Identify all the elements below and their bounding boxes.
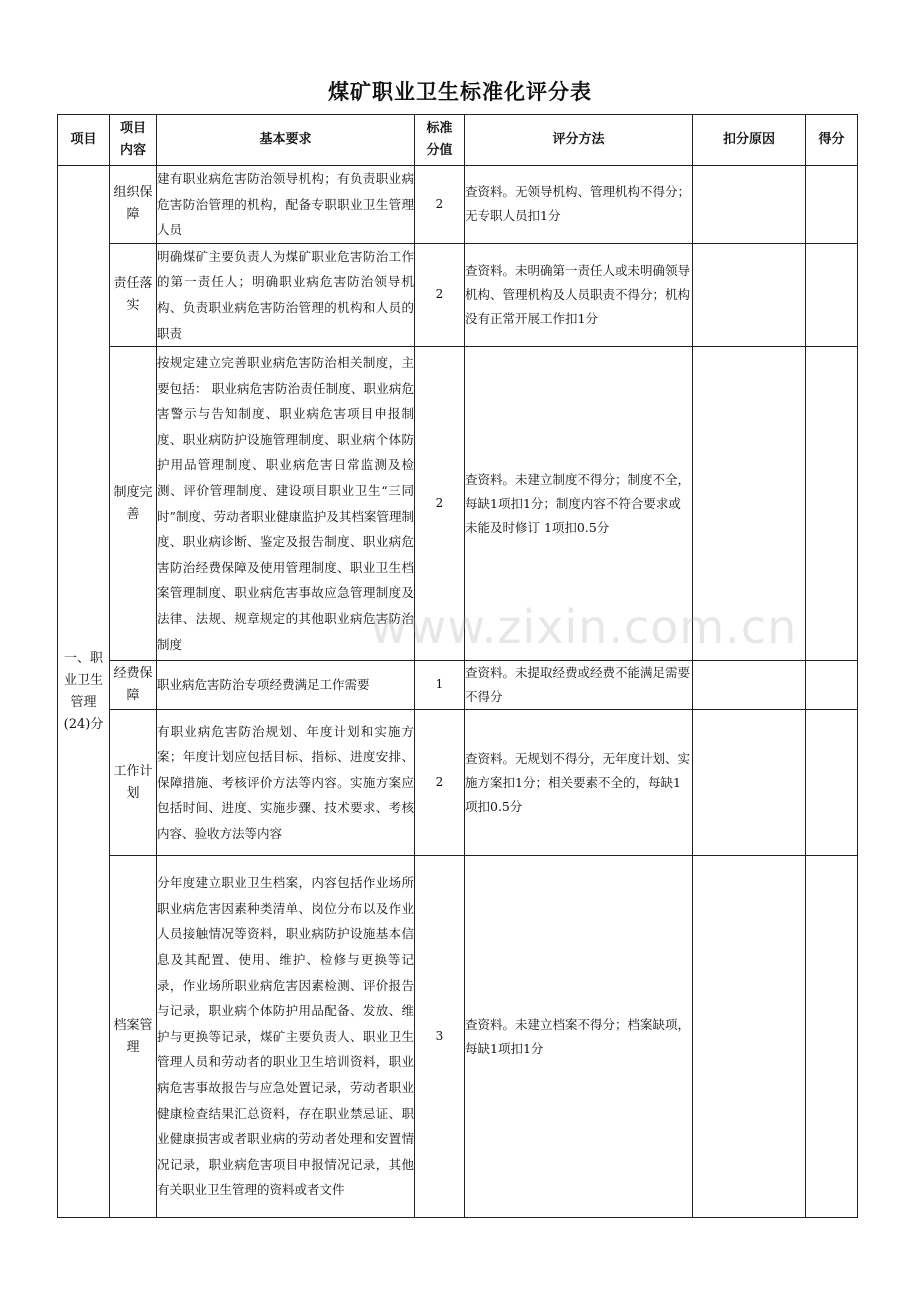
row-score-cell[interactable]	[806, 661, 858, 710]
row-content: 工作计划	[110, 710, 157, 856]
header-method: 评分方法	[465, 115, 693, 166]
row-requirement: 分年度建立职业卫生档案，内容包括作业场所职业病危害因素种类清单、岗位分布以及作业人员接触情况等资料，职业病防护设施基本信息及其配置、使用、维护、检修与更换等记录，作业场所职业病危害因素检测、评价报告与记录，职业病个体防护用品配备、发放、维护与更换等记录，煤矿主要负责人、职业卫生管理人员和劳动者的职业卫生培训资料，职业病危害事故报告与应急处置记录，劳动者职业健康检查结果汇总资料，存在职业禁忌证、职业健康损害或者职业病的劳动者处理和安置情况记录，职业病危害项目申报情况记录，其他有关职业卫生管理的资料或者文件	[157, 856, 415, 1218]
row-method: 查资料。未建立制度不得分；制度不全，每缺1项扣1分；制度内容不符合要求或未能及时修订 1项扣0.5分	[465, 347, 693, 661]
row-requirement: 建有职业病危害防治领导机构；有负责职业病危害防治管理的机构，配备专职职业卫生管理人员	[157, 166, 415, 244]
row-reason-cell[interactable]	[693, 856, 806, 1218]
row-content: 责任落实	[110, 243, 157, 346]
row-method: 查资料。未建立档案不得分；档案缺项，每缺1项扣1分	[465, 856, 693, 1218]
row-reason-cell[interactable]	[693, 166, 806, 244]
row-method: 查资料。无规划不得分，无年度计划、实施方案扣1分；相关要素不全的，每缺1项扣0.5分	[465, 710, 693, 856]
row-standard-score: 2	[415, 243, 465, 346]
row-standard-score: 3	[415, 856, 465, 1218]
scoring-table	[57, 114, 858, 1218]
header-content: 项目内容	[110, 115, 157, 166]
header-requirement: 基本要求	[157, 115, 415, 166]
watermark: www.zixin.com.cn	[370, 600, 798, 654]
row-standard-score: 2	[415, 166, 465, 244]
row-content: 档案管理	[110, 856, 157, 1218]
table-row	[58, 166, 858, 244]
section-label: 一、职业卫生管理(24)分	[58, 166, 110, 1218]
row-content: 制度完善	[110, 347, 157, 661]
row-requirement: 有职业病危害防治规划、年度计划和实施方案；年度计划应包括目标、指标、进度安排、保障措施、考核评价方法等内容。实施方案应包括时间、进度、实施步骤、技术要求、考核内容、验收方法等内容	[157, 710, 415, 856]
page-title: 煤矿职业卫生标准化评分表	[328, 80, 592, 104]
header-row	[58, 115, 858, 166]
row-content: 经费保障	[110, 661, 157, 710]
header-item: 项目	[58, 115, 110, 166]
table-row	[58, 243, 858, 346]
row-score-cell[interactable]	[806, 856, 858, 1218]
row-reason-cell[interactable]	[693, 710, 806, 856]
header-standard-score: 标准分值	[415, 115, 465, 166]
row-score-cell[interactable]	[806, 243, 858, 346]
row-method: 查资料。未明确第一责任人或未明确领导机构、管理机构及人员职责不得分；机构没有正常开展工作扣1分	[465, 243, 693, 346]
row-standard-score: 2	[415, 347, 465, 661]
row-score-cell[interactable]	[806, 347, 858, 661]
row-reason-cell[interactable]	[693, 243, 806, 346]
header-reason: 扣分原因	[693, 115, 806, 166]
table-row	[58, 856, 858, 1218]
row-score-cell[interactable]	[806, 710, 858, 856]
row-requirement: 职业病危害防治专项经费满足工作需要	[157, 661, 415, 710]
header-score: 得分	[806, 115, 858, 166]
row-method: 查资料。未提取经费或经费不能满足需要不得分	[465, 661, 693, 710]
row-reason-cell[interactable]	[693, 661, 806, 710]
row-requirement: 按规定建立完善职业病危害防治相关制度，主要包括： 职业病危害防治责任制度、职业病危害警示与告知制度、职业病危害项目申报制度、职业病防护设施管理制度、职业病个体防护用品管理制度、职业病危害日常监测及检测、评价管理制度、建设项目职业卫生“三同时”制度、劳动者职业健康监护及其档案管理制度、职业病诊断、鉴定及报告制度、职业病危害防治经费保障及使用管理制度、职业卫生档案管理制度、职业病危害事故应急管理制度及法律、法规、规章规定的其他职业病危害防治制度	[157, 347, 415, 661]
row-standard-score: 1	[415, 661, 465, 710]
row-score-cell[interactable]	[806, 166, 858, 244]
row-method: 查资料。无领导机构、管理机构不得分；无专职人员扣1分	[465, 166, 693, 244]
row-standard-score: 2	[415, 710, 465, 856]
row-content: 组织保障	[110, 166, 157, 244]
table-row	[58, 710, 858, 856]
table-row	[58, 661, 858, 710]
row-requirement: 明确煤矿主要负责人为煤矿职业危害防治工作的第一责任人；明确职业病危害防治领导机构、负责职业病危害防治管理的机构和人员的职责	[157, 243, 415, 346]
